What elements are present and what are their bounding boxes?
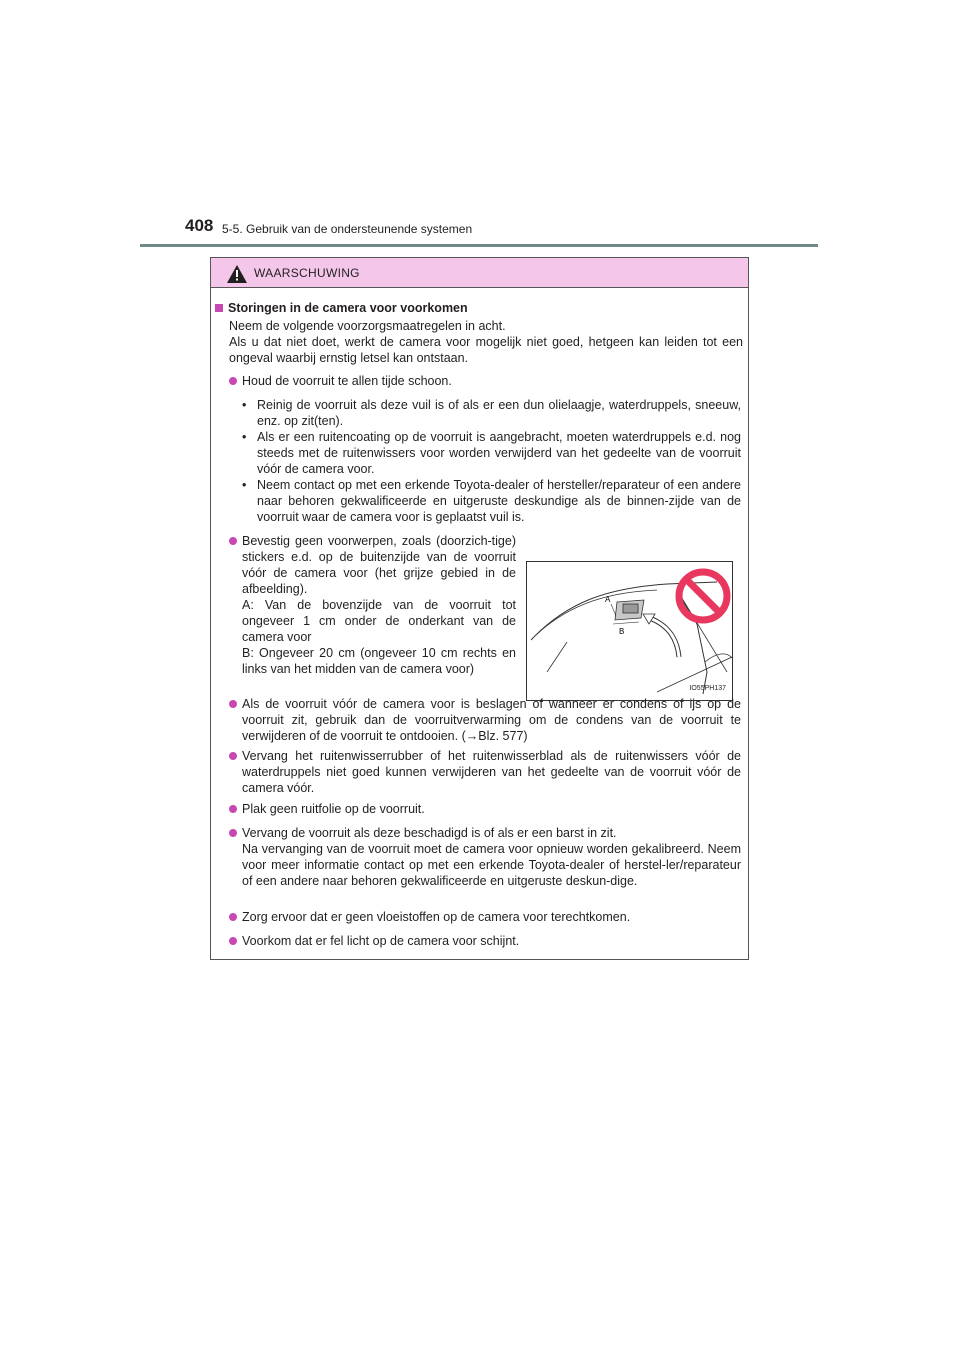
bullet-dot-icon (229, 537, 237, 545)
list-item (229, 909, 741, 925)
bullet-text: Vervang de voorruit als deze beschadigd is of als er een barst in zit. (242, 826, 617, 840)
list-item (229, 533, 516, 677)
square-bullet-icon (215, 304, 223, 312)
windshield-camera-illustration (526, 561, 733, 701)
bullet-text: Vervang het ruitenwisserrubber of het ruitenwisserblad als de ruitenwissers vóór de waterdruppels niet goed kunnen verwijderen van het gedeelte van de voorruit vóór de camera vóór. (242, 749, 741, 795)
warning-header (211, 258, 748, 288)
sub-list-item (242, 397, 741, 429)
illustration-code: IO55PH137 (689, 685, 726, 692)
bullet-text-continued: Na vervanging van de voorruit moet de camera voor opnieuw worden gekalibreerd. Neem voor meer informatie contact op met een erkende Toyota-dealer of herstel-ler/reparateur of een andere naar behoren gekwalificeerde en uitgeruste deskun-dige. (242, 842, 741, 888)
warning-title: WAARSCHUWING (254, 266, 360, 280)
sub-list-item (242, 429, 741, 477)
bullet-text: Voorkom dat er fel licht op de camera voor schijnt. (242, 934, 520, 948)
heading-text: Storingen in de camera voor voorkomen (228, 301, 468, 315)
list-item (229, 801, 741, 817)
sub-list-item (242, 477, 741, 525)
bullet-dot-icon (229, 377, 237, 385)
bullet-text: Bevestig geen voorwerpen, zoals (doorzich-tige) stickers e.d. op de buitenzijde van de voorruit vóór de camera voor (het grijze gebied in de afbeelding). (242, 534, 516, 596)
sub-item-text: Neem contact op met een erkende Toyota-dealer of hersteller/reparateur of een andere naar behoren gekwalificeerde en uitgeruste deskundige als de binnen-zijde van de voorruit waar de camera voor is geplaatst vuil is. (257, 478, 741, 524)
sub-bullet-mark: • (242, 478, 247, 492)
bullet-text: Plak geen ruitfolie op de voorruit. (242, 802, 425, 816)
bullet-dot-icon (229, 805, 237, 813)
list-item (229, 748, 741, 796)
list-item (229, 373, 741, 389)
page-number: 408 (185, 216, 214, 235)
bullet-text: Zorg ervoor dat er geen vloeistoffen op de camera voor terechtkomen. (242, 910, 631, 924)
warning-heading (215, 300, 468, 316)
sub-item-text: Reinig de voorruit als deze vuil is of als er een dun olielaagje, waterdruppels, sneeuw, enz. op zit(ten). (257, 398, 741, 428)
list-item (229, 825, 741, 889)
bullet-dot-icon (229, 700, 237, 708)
list-item (229, 933, 741, 949)
windshield-drawing (527, 562, 732, 700)
section-title: 5-5. Gebruik van de ondersteunende systemen (222, 222, 473, 236)
bullet-dot-icon (229, 913, 237, 921)
intro-line-2: Als u dat niet doet, werkt de camera voor mogelijk niet goed, hetgeen kan leiden tot een ongeval waarbij ernstig letsel kan ontstaan. (229, 335, 743, 365)
warning-triangle-icon (227, 265, 247, 283)
list-item (229, 696, 741, 744)
label-b: B (619, 627, 625, 636)
bullet-note-a: A: Van de bovenzijde van de voorruit tot ongeveer 1 cm onder de onderkant van de camera voor (242, 598, 516, 644)
sub-bullet-mark: • (242, 398, 247, 412)
sub-bullet-mark: • (242, 430, 247, 444)
bullet-dot-icon (229, 937, 237, 945)
warning-box (210, 257, 749, 960)
bullet-text: Houd de voorruit te allen tijde schoon. (242, 374, 452, 388)
bullet-text: Als de voorruit vóór de camera voor is beslagen of wanneer er condens of ijs op de voorruit zit, gebruik dan de voorruitverwarming om de condens van de voorruit te verwijderen of de voorruit te ontdooien. (→Blz. 577) (242, 697, 741, 743)
intro-line-1: Neem de volgende voorzorgsmaatregelen in acht. (229, 319, 506, 333)
header-rule (140, 244, 818, 247)
bullet-dot-icon (229, 829, 237, 837)
sub-item-text: Als er een ruitencoating op de voorruit is aangebracht, moeten waterdruppels e.d. nog steeds met de ruitenwissers voor worden verwijderd van het gedeelte van de voorruit vóór de camera voor. (257, 430, 741, 476)
bullet-note-b: B: Ongeveer 20 cm (ongeveer 10 cm rechts en links van het midden van de camera voor) (242, 646, 516, 676)
bullet-dot-icon (229, 752, 237, 760)
label-a: A (605, 595, 611, 604)
